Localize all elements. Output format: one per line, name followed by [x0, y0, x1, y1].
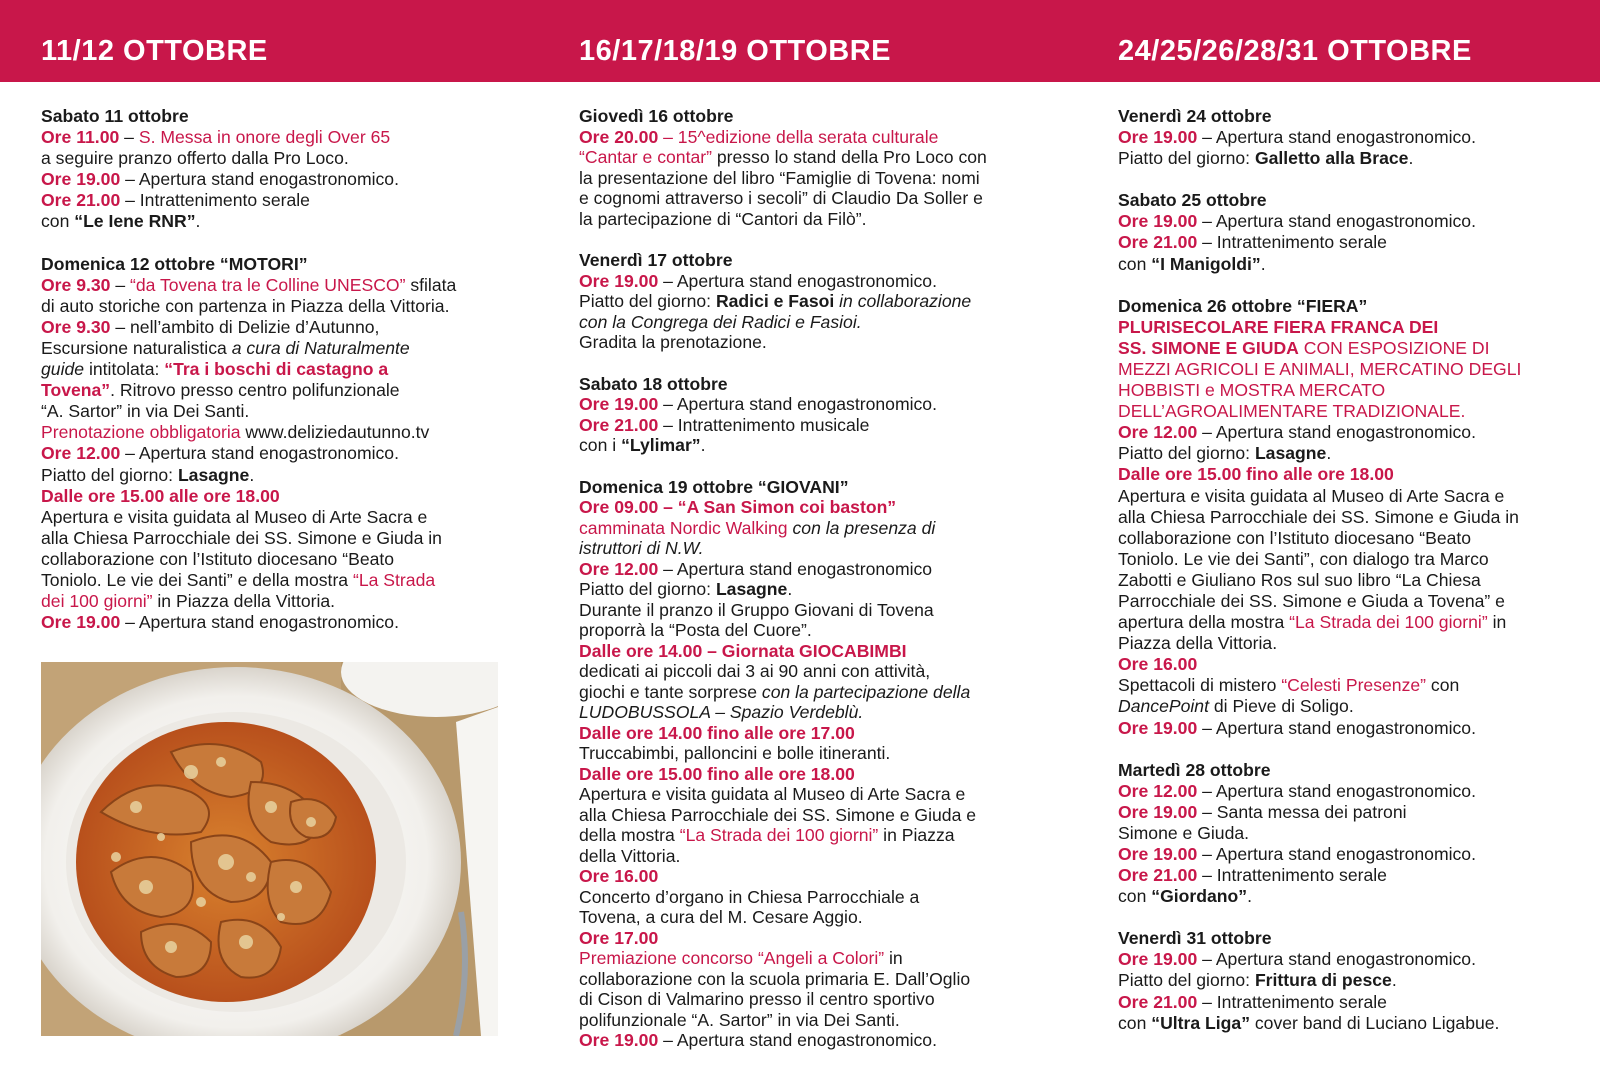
event-line: DELL’AGROALIMENTARE TRADIZIONALE.: [1118, 401, 1466, 422]
event-line: Ore 19.00 – Apertura stand enogastronomico.: [1118, 211, 1476, 232]
event-line: Ore 20.00 – 15^edizione della serata culturale: [579, 126, 939, 147]
event-line: Ore 09.00 – “A San Simon coi baston”: [579, 497, 897, 517]
event-line: Spettacoli di mistero “Celesti Presenze” con: [1118, 675, 1460, 696]
header-title-col3: 24/25/26/28/31 OTTOBRE: [1118, 35, 1472, 67]
event-line: Dalle ore 15.00 fino alle ore 18.00: [1118, 464, 1394, 485]
column-3: [1118, 106, 1588, 1055]
event-line: istruttori di N.W.: [579, 538, 704, 558]
event-line: Ore 12.00 – Apertura stand enogastronomico.: [1118, 422, 1476, 443]
event-line: con “Giordano”.: [1118, 886, 1252, 907]
event-line: Piazza della Vittoria.: [1118, 633, 1278, 654]
day-heading: Martedì 28 ottobre: [1118, 759, 1271, 780]
food-photo: [41, 662, 498, 1036]
event-line: Dalle ore 14.00 fino alle ore 17.00: [579, 722, 855, 743]
event-line: Dalle ore 15.00 alle ore 18.00: [41, 485, 280, 506]
event-line: Zabotti e Giuliano Ros sul suo libro “La Chiesa: [1118, 569, 1481, 590]
event-line: Ore 11.00 – S. Messa in onore degli Over 65: [41, 127, 391, 148]
event-line: Ore 12.00 – Apertura stand enogastronomico.: [41, 443, 399, 464]
event-line: con “Le Iene RNR”.: [41, 211, 201, 232]
event-line: Apertura e visita guidata al Museo di Arte Sacra e: [579, 784, 966, 804]
event-line: Ore 12.00 – Apertura stand enogastronomico: [579, 558, 933, 579]
day-section: [579, 106, 1049, 229]
event-line: alla Chiesa Parrocchiale dei SS. Simone e Giuda in: [1118, 506, 1519, 527]
event-line: polifunzionale “A. Sartor” in via Dei Santi.: [579, 1009, 900, 1030]
day-heading: Domenica 12 ottobre “MOTORI”: [41, 253, 308, 274]
event-line: e cognomi attraverso i secoli” di Claudio Da Soller e: [579, 188, 983, 208]
event-line: giochi e tante sorprese con la partecipazione della: [579, 681, 971, 702]
event-line: guide intitolata: “Tra i boschi di castagno a: [41, 359, 389, 380]
event-line: Ore 16.00: [579, 866, 659, 886]
event-line: “A. Sartor” in via Dei Santi.: [41, 401, 250, 422]
event-line: Escursione naturalistica a cura di Naturalmente: [41, 337, 410, 358]
event-line: Piatto del giorno: Galletto alla Brace.: [1118, 148, 1414, 169]
event-line: dedicati ai piccoli dai 3 ai 90 anni con attività,: [579, 661, 931, 681]
day-section: [579, 477, 1049, 1051]
day-section: [1118, 106, 1588, 169]
event-line: Tovena”. Ritrovo presso centro polifunzionale: [41, 380, 400, 401]
event-line: Dalle ore 15.00 fino alle ore 18.00: [579, 763, 855, 784]
event-line: della Vittoria.: [579, 845, 681, 866]
day-section: [1118, 296, 1588, 739]
event-line: la partecipazione di “Cantori da Filò”.: [579, 208, 867, 229]
event-line: Ore 21.00 – Intrattenimento serale: [41, 190, 310, 211]
event-line: Ore 19.00 – Apertura stand enogastronomico.: [579, 394, 937, 414]
event-line: Ore 19.00 – Apertura stand enogastronomico.: [41, 612, 399, 633]
day-heading: Sabato 11 ottobre: [41, 106, 189, 126]
event-line: DancePoint di Pieve di Soligo.: [1118, 696, 1354, 717]
event-line: collaborazione con l’Istituto diocesano “Beato: [1118, 527, 1472, 548]
day-heading: Giovedì 16 ottobre: [579, 106, 734, 126]
event-line: LUDOBUSSOLA – Spazio Verdeblù.: [579, 702, 864, 722]
header-title-col1: 11/12 OTTOBRE: [41, 35, 268, 67]
event-line: Ore 19.00 – Apertura stand enogastronomico.: [1118, 844, 1476, 864]
event-line: della mostra “La Strada dei 100 giorni” in Piazza: [579, 825, 955, 845]
day-heading: Venerdì 24 ottobre: [1118, 106, 1272, 126]
day-section: [41, 106, 506, 233]
event-line: Ore 19.00 – Apertura stand enogastronomico.: [579, 270, 937, 291]
event-line: Simone e Giuda.: [1118, 822, 1250, 843]
event-line: Ore 21.00 – Intrattenimento musicale: [579, 414, 870, 435]
event-line: collaborazione con l’Istituto diocesano “Beato: [41, 548, 395, 569]
event-line: Tovena, a cura del M. Cesare Aggio.: [579, 907, 863, 927]
event-line: Piatto del giorno: Lasagne.: [579, 579, 793, 599]
day-section: [579, 374, 1049, 456]
event-line: Ore 19.00 – Apertura stand enogastronomico.: [579, 1030, 937, 1050]
column-1: [41, 106, 506, 654]
event-line: Ore 19.00 – Apertura stand enogastronomico.: [1118, 949, 1476, 970]
event-line: SS. SIMONE E GIUDA CON ESPOSIZIONE DI: [1118, 337, 1490, 358]
event-line: Apertura e visita guidata al Museo di Arte Sacra e: [1118, 485, 1505, 506]
event-line: apertura della mostra “La Strada dei 100 giorni” in: [1118, 612, 1507, 633]
day-heading: Sabato 25 ottobre: [1118, 190, 1267, 211]
header-title-col2: 16/17/18/19 OTTOBRE: [579, 35, 892, 67]
event-line: Piatto del giorno: Radici e Fasoi in collaborazione: [579, 291, 972, 311]
event-line: alla Chiesa Parrocchiale dei SS. Simone e Giuda e: [579, 804, 977, 825]
event-line: Ore 9.30 – “da Tovena tra le Colline UNESCO” sfilata: [41, 274, 457, 295]
event-line: Ore 16.00: [1118, 654, 1198, 675]
event-line: di Cison di Valmarino presso il centro sportivo: [579, 989, 935, 1009]
event-line: Durante il pranzo il Gruppo Giovani di Tovena: [579, 599, 934, 620]
event-line: Ore 17.00: [579, 927, 659, 948]
day-heading: Domenica 19 ottobre “GIOVANI”: [579, 476, 849, 497]
event-line: Piatto del giorno: Frittura di pesce.: [1118, 970, 1397, 991]
day-section: [579, 250, 1049, 353]
event-line: Toniolo. Le vie dei Santi”, con dialogo tra Marco: [1118, 548, 1489, 569]
event-line: Dalle ore 14.00 – Giornata GIOCABIMBI: [579, 640, 907, 661]
event-line: “Cantar e contar” presso lo stand della Pro Loco con: [579, 147, 987, 167]
event-line: Ore 9.30 – nell’ambito di Delizie d’Autunno,: [41, 316, 380, 337]
event-line: con “I Manigoldi”.: [1118, 253, 1266, 274]
event-line: collaborazione con la scuola primaria E. Dall’Oglio: [579, 968, 971, 989]
event-line: Gradita la prenotazione.: [579, 332, 767, 352]
event-line: la presentazione del libro “Famiglie di Tovena: nomi: [579, 167, 980, 188]
day-section: [1118, 760, 1588, 908]
event-line: a seguire pranzo offerto dalla Pro Loco.: [41, 148, 349, 169]
food-photo-illustration: [41, 662, 498, 1036]
column-2: [579, 106, 1049, 1072]
event-line: Ore 12.00 – Apertura stand enogastronomico.: [1118, 780, 1476, 801]
event-line: Toniolo. Le vie dei Santi” e della mostra “La Strada: [41, 569, 436, 590]
day-heading: Sabato 18 ottobre: [579, 373, 728, 394]
event-line: Concerto d’organo in Chiesa Parrocchiale a: [579, 886, 920, 907]
day-heading: Domenica 26 ottobre “FIERA”: [1118, 295, 1368, 316]
event-line: con la Congrega dei Radici e Fasioi.: [579, 311, 862, 332]
day-heading: Venerdì 17 ottobre: [579, 250, 733, 270]
event-line: Prenotazione obbligatoria www.deliziedautunno.tv: [41, 422, 430, 443]
event-line: Parrocchiale dei SS. Simone e Giuda a Tovena” e: [1118, 590, 1505, 611]
event-line: Truccabimbi, palloncini e bolle itineranti.: [579, 743, 891, 763]
header-bar: [0, 0, 1600, 82]
event-line: di auto storiche con partenza in Piazza della Vittoria.: [41, 295, 450, 316]
event-line: Ore 21.00 – Intrattenimento serale: [1118, 991, 1387, 1012]
day-section: [1118, 190, 1588, 274]
day-heading: Venerdì 31 ottobre: [1118, 928, 1272, 949]
event-line: dei 100 giorni” in Piazza della Vittoria.: [41, 591, 336, 612]
event-line: PLURISECOLARE FIERA FRANCA DEI: [1118, 316, 1439, 337]
event-line: con i “Lylimar”.: [579, 435, 706, 455]
event-line: con “Ultra Liga” cover band di Luciano Ligabue.: [1118, 1012, 1500, 1033]
event-line: Ore 21.00 – Intrattenimento serale: [1118, 232, 1387, 253]
event-line: Ore 21.00 – Intrattenimento serale: [1118, 865, 1387, 886]
event-line: proporrà la “Posta del Cuore”.: [579, 620, 812, 640]
event-line: Piatto del giorno: Lasagne.: [41, 464, 255, 485]
day-section: [41, 254, 506, 634]
event-line: Ore 19.00 – Apertura stand enogastronomico.: [1118, 127, 1476, 148]
event-line: Ore 19.00 – Apertura stand enogastronomico.: [1118, 717, 1476, 738]
event-line: alla Chiesa Parrocchiale dei SS. Simone e Giuda in: [41, 527, 442, 548]
event-line: camminata Nordic Walking con la presenza di: [579, 517, 936, 538]
event-line: Piatto del giorno: Lasagne.: [1118, 443, 1332, 464]
event-line: HOBBISTI e MOSTRA MERCATO: [1118, 380, 1386, 401]
event-line: Premiazione concorso “Angeli a Colori” in: [579, 948, 903, 968]
event-line: MEZZI AGRICOLI E ANIMALI, MERCATINO DEGLI: [1118, 358, 1522, 379]
event-line: Ore 19.00 – Santa messa dei patroni: [1118, 801, 1407, 822]
event-line: Apertura e visita guidata al Museo di Arte Sacra e: [41, 506, 428, 527]
day-section: [1118, 928, 1588, 1033]
event-line: Ore 19.00 – Apertura stand enogastronomico.: [41, 169, 399, 190]
